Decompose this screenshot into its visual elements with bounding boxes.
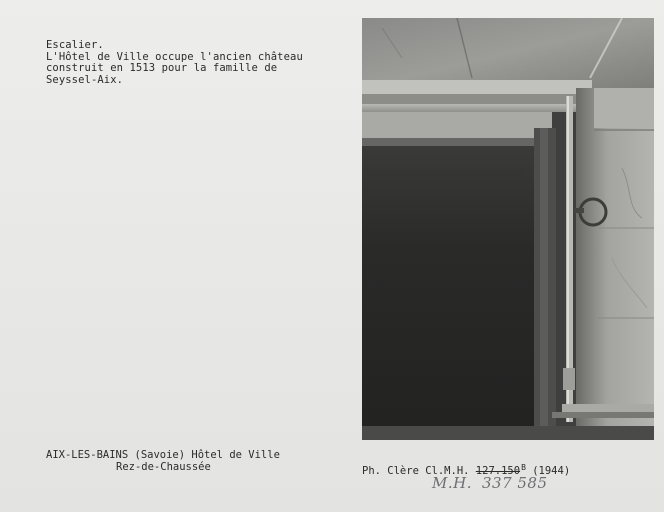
caption-block bbox=[46, 40, 346, 86]
caption-line-4: Seyssel-Aix. bbox=[46, 73, 124, 86]
struck-catalog-number: 127.150 bbox=[475, 465, 521, 477]
caption-line-3: construit en 1513 pour la famille de bbox=[46, 62, 278, 74]
doorway-photograph bbox=[362, 18, 654, 440]
location-line-2: Rez-de-Chaussée bbox=[116, 460, 211, 473]
location-line-1: AIX-LES-BAINS (Savoie) Hôtel de Ville bbox=[46, 449, 280, 461]
photograph-image bbox=[362, 18, 654, 440]
handwritten-initials: M.H. bbox=[432, 474, 472, 492]
credit-prefix: Ph. Clère Cl.M.H. bbox=[362, 465, 470, 477]
handwritten-inventory-number bbox=[432, 474, 548, 492]
caption-line-1: Escalier. bbox=[46, 39, 104, 51]
credit-year: (1944) bbox=[532, 465, 571, 477]
catalog-superscript: B bbox=[521, 463, 526, 472]
caption-line-2: L'Hôtel de Ville occupe l'ancien château bbox=[46, 50, 303, 63]
location-label bbox=[46, 450, 280, 473]
handwritten-number: 337 585 bbox=[481, 474, 548, 492]
